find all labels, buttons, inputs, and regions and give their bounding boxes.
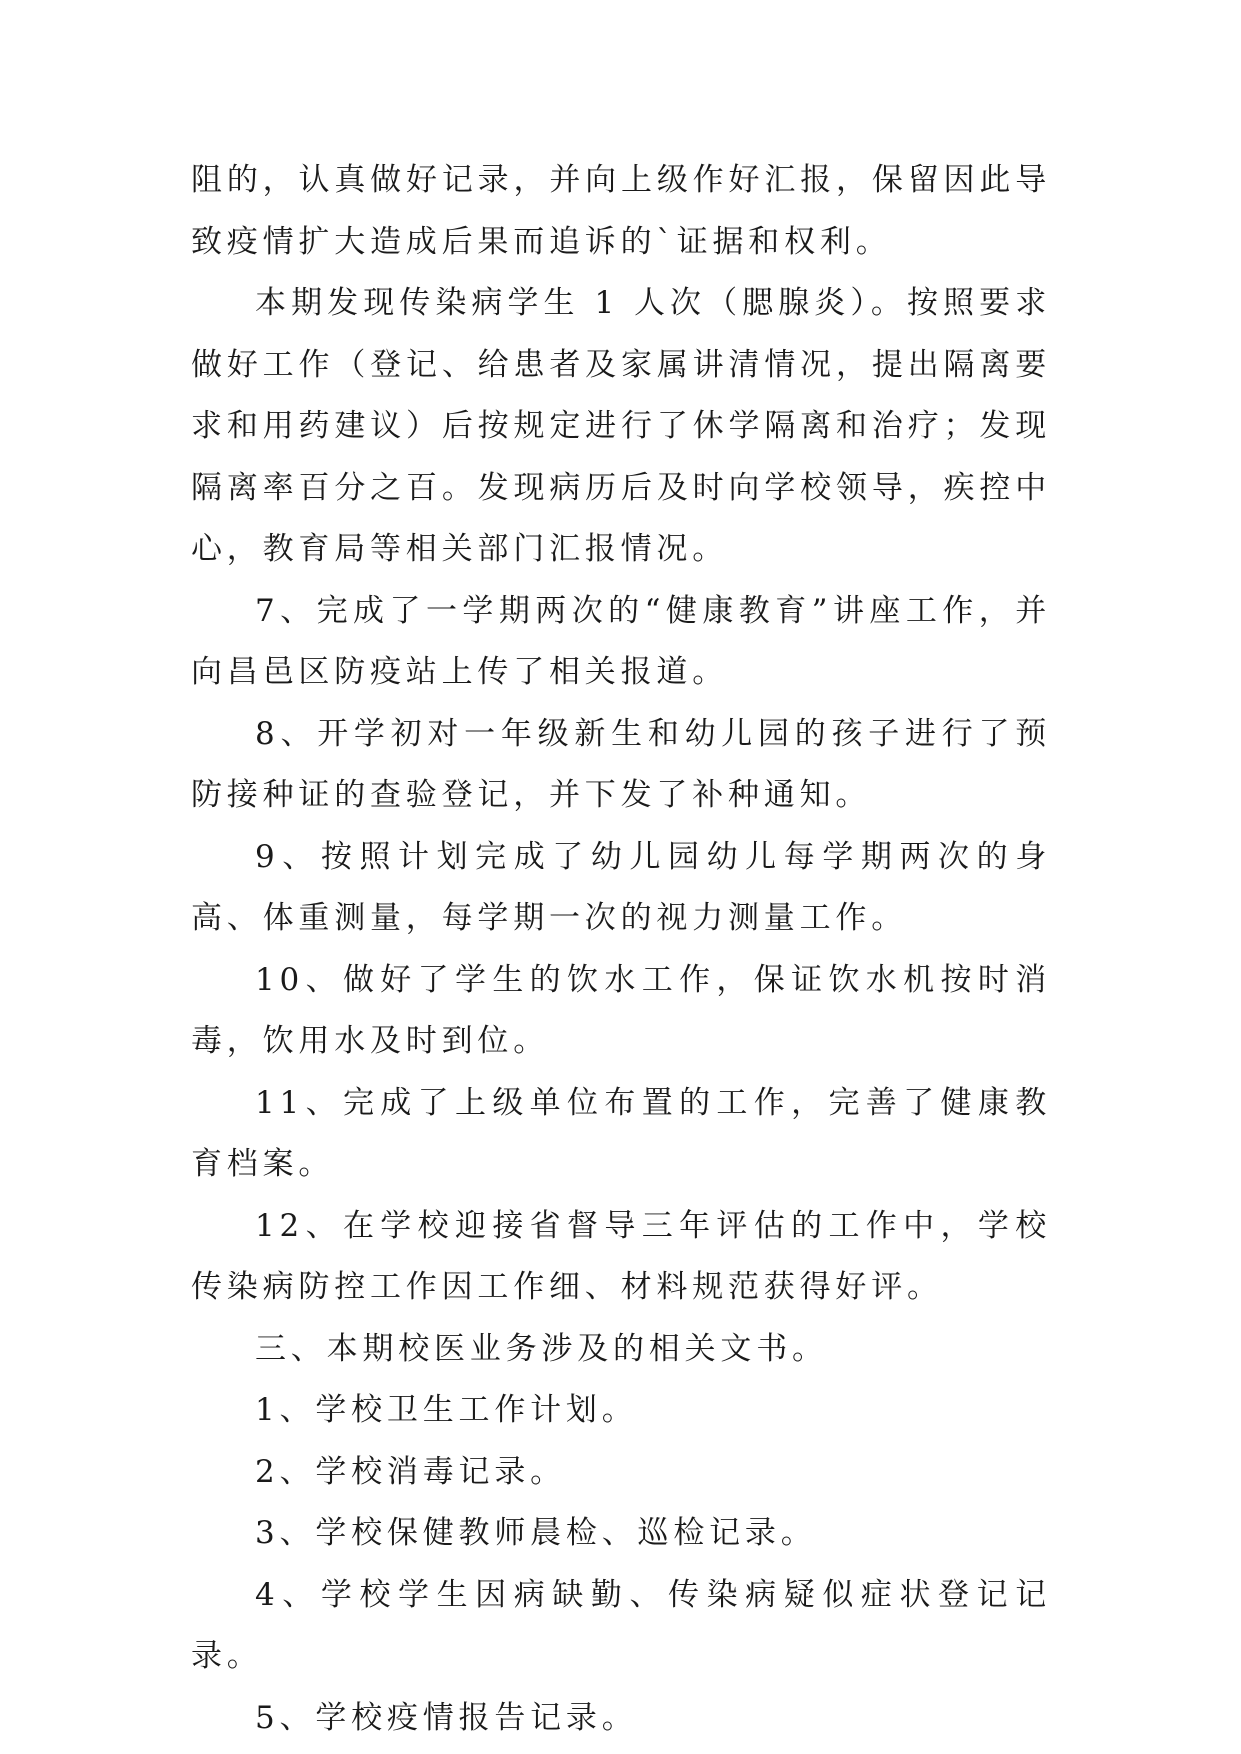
paragraph-item-12: 12、在学校迎接省督导三年评估的工作中，学校传染病防控工作因工作细、材料规范获得好评。 <box>191 1207 1051 1305</box>
paragraph-item-11: 11、完成了上级单位布置的工作，完善了健康教育档案。 <box>191 1084 1051 1182</box>
list-item-3: 3、学校保健教师晨检、巡检记录。 <box>255 1515 817 1551</box>
list-item-2: 2、学校消毒记录。 <box>255 1453 566 1490</box>
paragraph-item-7: 7、完成了一学期两次的“健康教育”讲座工作，并向昌邑区防疫站上传了相关报道。 <box>191 592 1051 690</box>
paragraph-item-8: 8、开学初对一年级新生和幼儿园的孩子进行了预防接种证的查验登记，并下发了补种通知。 <box>191 715 1051 813</box>
section-heading-3: 三、本期校医业务涉及的相关文书。 <box>255 1330 828 1367</box>
paragraph-item-10: 10、做好了学生的饮水工作，保证饮水机按时消毒，饮用水及时到位。 <box>191 961 1051 1059</box>
paragraph-item-9: 9、按照计划完成了幼儿园幼儿每学期两次的身高、体重测量，每学期一次的视力测量工作。 <box>191 838 1051 936</box>
list-item-5: 5、学校疫情报告记录。 <box>255 1699 638 1736</box>
paragraph-continuation: 阻的，认真做好记录，并向上级作好汇报，保留因此导致疫情扩大造成后果而追诉的`证据和权利。 <box>191 162 1051 260</box>
document-body <box>191 150 1051 1749</box>
list-item-1: 1、学校卫生工作计划。 <box>255 1392 638 1428</box>
paragraph-infectious-case: 本期发现传染病学生 1 人次（腮腺炎）。按照要求做好工作（登记、给患者及家属讲清情况，提出隔离要求和用药建议）后按规定进行了休学隔离和治疗；发现隔离率百分之百。发现病历后及时向学校领导，疾控中心，教育局等相关部门汇报情况。 <box>191 285 1051 567</box>
list-item-4: 4、学校学生因病缺勤、传染病疑似症状登记记录。 <box>191 1576 1051 1674</box>
